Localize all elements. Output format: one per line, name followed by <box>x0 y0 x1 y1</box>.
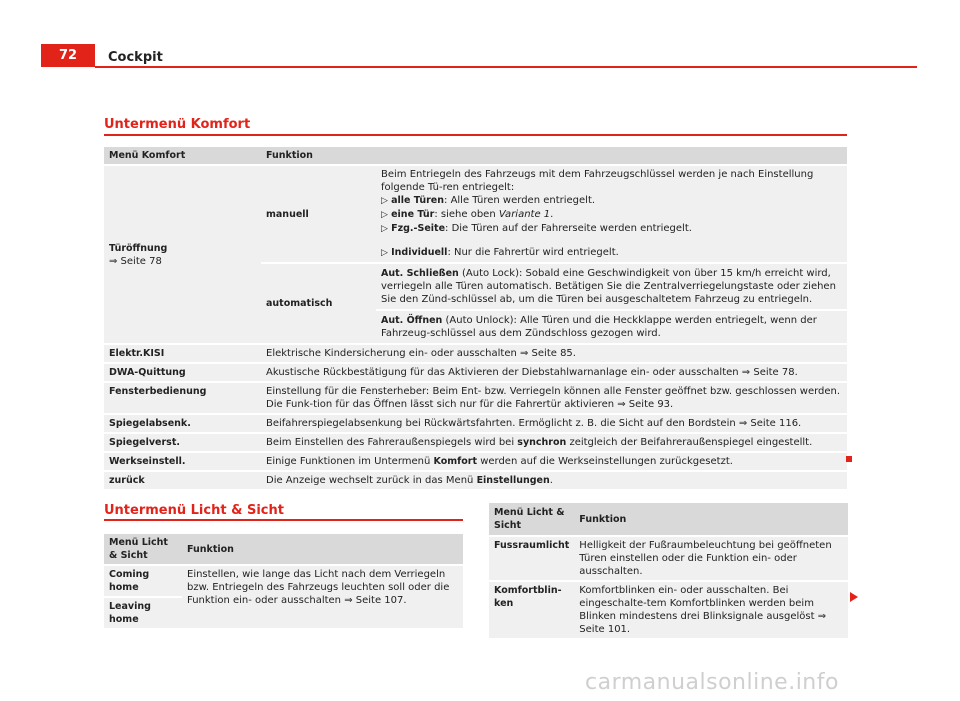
option-text: : Nur die Fahrertür wird entriegelt. <box>447 247 619 258</box>
function-cell <box>261 453 847 470</box>
aut-oeffnen-cell <box>376 311 847 343</box>
table-header-row <box>104 147 847 164</box>
column-header-menu: Menü Licht & Sicht <box>104 534 182 564</box>
table-row <box>489 537 848 580</box>
column-header-funktion: Funktion <box>261 147 847 164</box>
section-rule-licht <box>104 519 463 521</box>
menu-cell: Fensterbedienung <box>104 383 261 413</box>
option-item <box>381 208 842 222</box>
function-keyword: Komfort <box>433 456 478 467</box>
function-cell <box>261 434 847 451</box>
function-text: zeitgleich der Beifahreraußenspiegel eingestellt. <box>566 437 813 448</box>
option-text: : siehe oben <box>434 209 499 220</box>
table-row <box>489 582 848 638</box>
continue-arrow-icon <box>850 592 858 602</box>
tueroeffnung-label: Türöffnung <box>109 242 168 254</box>
end-of-section-marker <box>846 456 852 462</box>
page-number: 72 <box>41 44 95 67</box>
column-header-funktion: Funktion <box>574 503 848 535</box>
table-row <box>104 453 847 470</box>
function-cell: Einstellen, wie lange das Licht nach dem Verriegeln bzw. Entriegeln des Fahrzeugs leuchten soll oder die Funktion ein- oder ausschalten ⇒ Seite 107. <box>182 566 463 628</box>
option-name: alle Türen <box>391 195 445 206</box>
manuell-intro: Beim Entriegeln des Fahrzeugs mit dem Fahrzeugschlüssel werden je nach Einstellung folgende Tü-ren entriegelt: <box>381 169 814 193</box>
function-cell: Komfortblinken ein- oder ausschalten. Bei eingeschalte-tem Komfortblinken werden beim Blinken mindestens drei Blinksignale ausgelöst ⇒ Seite 101. <box>574 582 848 638</box>
triangle-icon: ▷ <box>381 210 388 220</box>
option-text: (Auto Lock): Sobald eine Geschwindigkeit von über 15 km/h erreicht wird, verriegeln alle Türen automatisch. Betätigen Sie die Zentralverriegelungstaste oder ziehen Sie den Zünd-schlüssel ab, um die Türen bei ausgeschaltetem Fahrzeug zu entriegeln. <box>381 268 836 305</box>
table-row <box>104 345 847 362</box>
tueroeffnung-cell <box>104 166 261 343</box>
menu-cell: zurück <box>104 472 261 489</box>
function-cell: Helligkeit der Fußraumbeleuchtung bei geöffneten Türen einstellen oder die Funktion ein- oder ausschalten. <box>574 537 848 580</box>
triangle-icon: ▷ <box>381 196 388 206</box>
menu-cell: Elektr.KISI <box>104 345 261 362</box>
table-header-row <box>104 534 463 564</box>
table-row <box>104 166 847 262</box>
option-italic: Variante 1 <box>498 209 551 220</box>
function-keyword: synchron <box>517 437 567 448</box>
manuell-description <box>376 166 847 262</box>
aut-schliessen-cell <box>376 264 847 309</box>
function-cell: Akustische Rückbestätigung für das Aktivieren der Diebstahlwarnanlage ein- oder ausschalten ⇒ Seite 78. <box>261 364 847 381</box>
function-text: Einige Funktionen im Untermenü <box>266 456 434 467</box>
menu-cell: Spiegelverst. <box>104 434 261 451</box>
manuell-label: manuell <box>261 166 376 262</box>
header-rule <box>95 66 917 68</box>
option-text: : Alle Türen werden entriegelt. <box>444 195 596 206</box>
column-header-menu: Menü Licht & Sicht <box>489 503 574 535</box>
table-row <box>104 383 847 413</box>
table-row <box>104 415 847 432</box>
option-name: Aut. Schließen <box>381 268 459 279</box>
function-cell: Beifahrerspiegelabsenkung bei Rückwärtsfahrten. Ermöglicht z. B. die Sicht auf den Bordstein ⇒ Seite 116. <box>261 415 847 432</box>
table-row <box>104 566 463 596</box>
option-item <box>381 246 842 260</box>
watermark: carmanualsonline.info <box>585 670 839 695</box>
menu-cell: Komfortblin-ken <box>489 582 574 638</box>
menu-cell: DWA-Quittung <box>104 364 261 381</box>
section-title-licht: Untermenü Licht & Sicht <box>104 503 284 518</box>
menu-cell: Coming home <box>104 566 182 596</box>
chapter-title: Cockpit <box>108 50 163 65</box>
option-name: Fzg.-Seite <box>391 223 446 234</box>
function-text: . <box>549 475 553 486</box>
triangle-icon: ▷ <box>381 248 388 258</box>
option-text: (Auto Unlock): Alle Türen und die Heckklappe werden entriegelt, wenn der Fahrzeug-schlüssel aus dem Zündschloss gezogen wird. <box>381 315 817 339</box>
licht-table <box>104 532 463 630</box>
section-title-komfort: Untermenü Komfort <box>104 117 251 132</box>
automatisch-label: automatisch <box>261 264 376 343</box>
column-header-menu: Menü Komfort <box>104 147 261 164</box>
function-cell <box>261 472 847 489</box>
spacer <box>381 236 842 246</box>
function-cell: Elektrische Kindersicherung ein- oder ausschalten ⇒ Seite 85. <box>261 345 847 362</box>
menu-cell: Werkseinstell. <box>104 453 261 470</box>
option-text-end: . <box>550 209 554 220</box>
table-row <box>104 472 847 489</box>
table-row <box>104 434 847 451</box>
option-item <box>381 222 842 236</box>
function-cell: Einstellung für die Fensterheber: Beim Ent- bzw. Verriegeln können alle Fenster geöffnet bzw. geschlossen werden. Die Funk-tion für das Öffnen lässt sich nur für die Fahrertür aktivieren ⇒ Seite 93. <box>261 383 847 413</box>
option-item <box>381 194 842 208</box>
option-name: eine Tür <box>391 209 435 220</box>
section-rule-komfort <box>104 134 847 136</box>
function-text: Die Anzeige wechselt zurück in das Menü <box>266 475 477 486</box>
table-row <box>104 364 847 381</box>
table-header-row <box>489 503 848 535</box>
column-header-funktion: Funktion <box>182 534 463 564</box>
komfort-table <box>104 145 847 491</box>
triangle-icon: ▷ <box>381 224 388 234</box>
licht-table-continued <box>489 501 848 640</box>
option-name: Aut. Öffnen <box>381 315 443 326</box>
menu-cell: Leaving home <box>104 598 182 628</box>
menu-cell: Spiegelabsenk. <box>104 415 261 432</box>
option-name: Individuell <box>391 247 448 258</box>
function-keyword: Einstellungen <box>476 475 550 486</box>
tueroeffnung-ref: ⇒ Seite 78 <box>109 255 162 267</box>
menu-cell: Fussraumlicht <box>489 537 574 580</box>
function-text: Beim Einstellen des Fahreraußenspiegels wird bei <box>266 437 518 448</box>
function-text: werden auf die Werkseinstellungen zurückgesetzt. <box>477 456 733 467</box>
option-text: : Die Türen auf der Fahrerseite werden entriegelt. <box>445 223 692 234</box>
